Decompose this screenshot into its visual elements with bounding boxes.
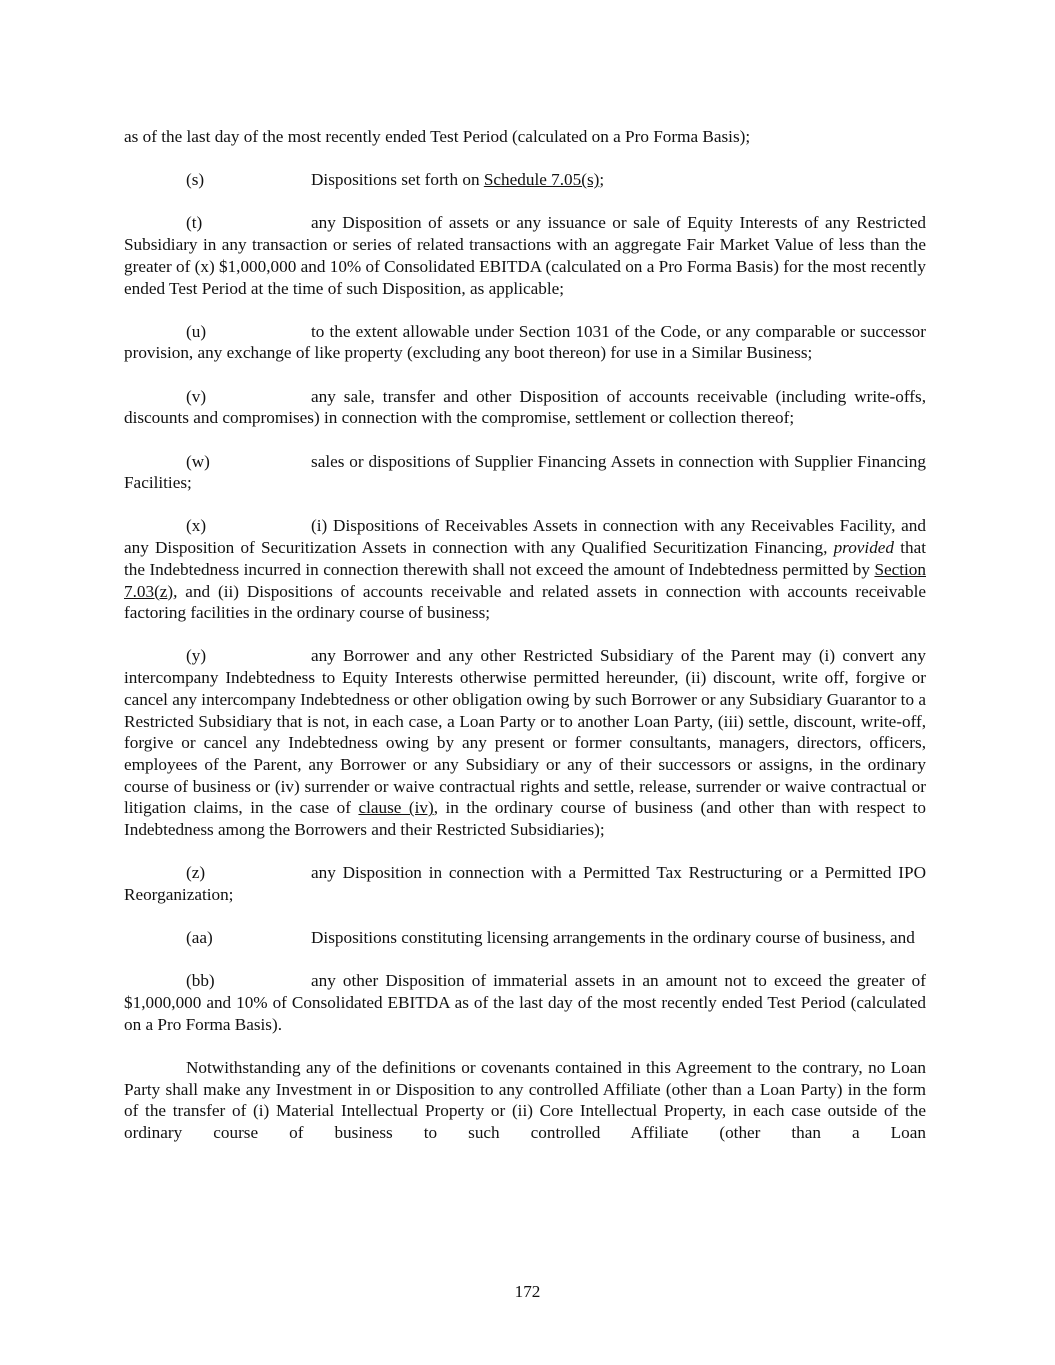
section-reference-link[interactable]: Section 7.03(z)	[124, 559, 926, 601]
page-number: 172	[514, 1282, 541, 1301]
clause-label: (y)	[186, 646, 207, 666]
clause-label: (v)	[186, 386, 207, 406]
clause-label: (z)	[186, 863, 206, 883]
provided-italic: provided	[833, 538, 895, 558]
clause-t	[124, 212, 926, 299]
clause-s	[124, 169, 926, 191]
clause-text: that the Indebtedness incurred in connection therewith shall not exceed the amount of Indebtedness permitted by	[124, 538, 926, 579]
clause-text: (i) Dispositions of Receivables Assets in connection with any Receivables Facility, and any Disposition of Securitization Assets in connection with any Qualified Securitization Financing,	[124, 516, 926, 558]
clause-label: (x)	[186, 516, 207, 536]
clause-text: sales or dispositions of Supplier Financing Assets in connection with Supplier Financing Facilities;	[124, 451, 926, 493]
clause-y	[124, 645, 926, 840]
clause-label: (bb)	[186, 971, 215, 991]
document-page	[124, 126, 926, 1144]
closing-paragraph: Notwithstanding any of the definitions or covenants contained in this Agreement to the contrary, no Loan Party shall make any Investment in or Disposition to any controlled Affiliate (other than a Loan Party) in the form of the transfer of (i) Material Intellectual Property or (ii) Core Intellectual Property, in each case outside of the ordinary course of business to such controlled Affiliate (other than a Loan	[124, 1058, 926, 1143]
clause-text: , in the ordinary course of business (and other than with respect to Indebtedness among the Borrowers and their Restricted Subsidiaries);	[124, 798, 927, 840]
clause-text: to the extent allowable under Section 1031 of the Code, or any comparable or successor provision, any exchange of like property (excluding any boot thereon) for use in a Similar Business;	[124, 321, 926, 363]
clause-label: (aa)	[186, 928, 213, 948]
clause-v	[124, 386, 926, 429]
continuation-paragraph: as of the last day of the most recently ended Test Period (calculated on a Pro Forma Basis);	[124, 127, 751, 146]
clause-text-end: ;	[599, 170, 605, 190]
schedule-reference-link[interactable]: Schedule 7.05(s)	[483, 170, 600, 190]
clause-bb	[124, 970, 926, 1035]
clause-u	[124, 321, 926, 364]
clause-text: Dispositions constituting licensing arrangements in the ordinary course of business, and	[311, 928, 915, 948]
clause-text: any Disposition in connection with a Permitted Tax Restructuring or a Permitted IPO Reorganization;	[124, 863, 926, 904]
clause-reference-link[interactable]: clause (iv)	[358, 798, 434, 818]
clause-label: (u)	[186, 321, 207, 341]
clause-text: any Disposition of assets or any issuance or sale of Equity Interests of any Restricted Subsidiary in any transaction or series of related transactions with an aggregate Fair Market Value of less than the greater of (x) $1,000,000 and 10% of Consolidated EBITDA (calculated on a Pro Forma Basis) for the most recently ended Test Period at the time of such Disposition, as applicable;	[124, 213, 926, 298]
clause-label: (t)	[186, 213, 203, 233]
clause-text: , and (ii) Dispositions of accounts receivable and related assets in connection with accounts receivable factoring facilities in the ordinary course of business;	[124, 581, 926, 623]
clause-w	[124, 451, 926, 494]
clause-label: (s)	[186, 170, 205, 190]
clause-x	[124, 515, 926, 624]
clause-z	[124, 862, 926, 905]
clause-aa	[124, 927, 926, 949]
clause-text: any other Disposition of immaterial assets in an amount not to exceed the greater of $1,000,000 and 10% of Consolidated EBITDA as of the last day of the most recently ended Test Period (calculated on a Pro Forma Basis).	[124, 971, 926, 1034]
clause-text: Dispositions set forth on	[311, 170, 484, 190]
clause-text: any Borrower and any other Restricted Subsidiary of the Parent may (i) convert any intercompany Indebtedness to Equity Interests otherwise permitted hereunder, (ii) discount, write off, forgive or cancel any intercompany Indebtedness or other obligation owing by such Borrower or any Subsidiary Guarantor to a Restricted Subsidiary that is not, in each case, a Loan Party or to another Loan Party, (iii) settle, discount, write-off, forgive or cancel any Indebtedness owing by any present or former consultants, managers, directors, officers, employees of the Parent, any Borrower or any Subsidiary or any of their successors or assigns, in the ordinary course of business or (iv) surrender or waive contractual rights and settle, release, surrender or waive contractual or litigation claims, in the case of	[124, 646, 926, 818]
clause-label: (w)	[186, 451, 210, 471]
clause-text: any sale, transfer and other Disposition of accounts receivable (including write-offs, discounts and compromises) in connection with the compromise, settlement or collection thereof;	[124, 386, 926, 428]
